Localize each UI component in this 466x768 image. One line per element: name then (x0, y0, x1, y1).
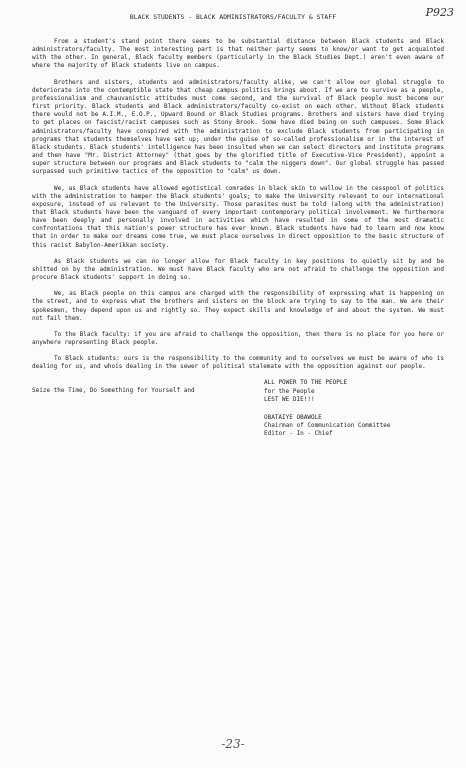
signature-title-1: Chairman of Communication Committee (264, 422, 391, 430)
paragraph-4: As Black students we can no longer allow for Black faculty in key positions to quietly sit by and be shitted on by the administration. We must have Black faculty who are not afraid to challenge the opposition and procure Black students' support in doing so. (32, 257, 444, 282)
paragraph-1: From a student's stand point there seems to be substantial distance between Black students and Black administrators/faculty. The most interesting part is that neither party seems to know/or want to get acquainted with the other. In general, Black faculty members (particularly in the Black Studies Dept.) aren't even aware of where the majority of Black students live on campus. (32, 38, 444, 70)
signature-title-2: Editor - In - Chief (264, 430, 333, 438)
closing-line-3: LEST WE DIE!!! (264, 395, 315, 403)
closing-left-line: Seize the Time, Do Something for Yourself and (32, 387, 195, 395)
closing-line-1: ALL POWER TO THE PEOPLE (264, 379, 348, 387)
document-body (32, 38, 444, 439)
closing-block (32, 379, 444, 404)
paragraph-6: To the Black faculty: if you are afraid to challenge the opposition, then there is no place for you here or anywhere representing Black people. (32, 330, 444, 346)
closing-line-2: for the People (264, 387, 315, 395)
signature-name: OBATAIYE OBAWOLE (264, 414, 322, 422)
paragraph-3: We, as Black students have allowed egotistical comrades in black skin to wallow in the cesspool of politics with the administration to hamper the Black students' goals; to make the University relevant to our international exposure, instead of us relevant to the University. Those parasites must be told (along with the administration) that Black students have been the vanguard of every important contemporary political involvement. We furthermore have been deeply and personally involved in activities which have resulted in some of the most dramatic confrontations that this nation's power structure has ever known. Black students have had to learn and now know that in order to make our dreams come true, we must place ourselves in direct opposition to the basic structure of this racist Babylon-Amerikkan society. (32, 184, 444, 249)
page-code: P923 (425, 6, 454, 19)
document-title: BLACK STUDENTS - BLACK ADMINISTRATORS/FACULTY & STAFF (129, 14, 337, 21)
signature-block (264, 414, 444, 439)
paragraph-5: We, as Black people on this campus are charged with the responsibility of expressing what is happening on the street, and to express what the brothers and sisters on the block are trying to say to the man. We are their spokesmen, they depend upon us and rightly so. They expect skills and knowledge of and about the system. We must not fail them. (32, 290, 444, 322)
paragraph-2: Brothers and sisters, students and administrators/faculty alike, we can't allow our global struggle to deteriorate into the contemptible state that cheap campus politics brings about. If we are to survive as a people, professionalism and chauvanistic attitudes must come second, and the survival of Black people must become our first priority. Black students and Black administrators/faculty co-exist on each other. Without Black students there would not be A.I.M., E.O.P., Upward Bound or Black Studies programs. Brothers and sisters have died trying to get places on fascist/racist campuses such as Stony Brook. Some have died being on such campuses. Some Black administrators/faculty have conspired with the administration to exclude Black students from participating in programs that students themselves have set up; under the guise of so-called professionalism or in the interest of Black students. Black students' intelligence has been insulted when we can select directors and institute programs and then have "Mr. District Attorney" (that goes by the glorified title of Executive-Vice President), appoint a super structure between our programs and Black students to "calm the niggers down". Our global struggle has passed surpassed such primitive tactics of the opposition to "calm" us down. (32, 78, 444, 176)
paragraph-7: To Black students: ours is the responsibility to the community and to ourselves we must be aware of who is dealing for us, and whois dealing in the sewer of political stalemate with the opposition against our people. (32, 355, 444, 371)
page-number: -23- (221, 737, 245, 751)
